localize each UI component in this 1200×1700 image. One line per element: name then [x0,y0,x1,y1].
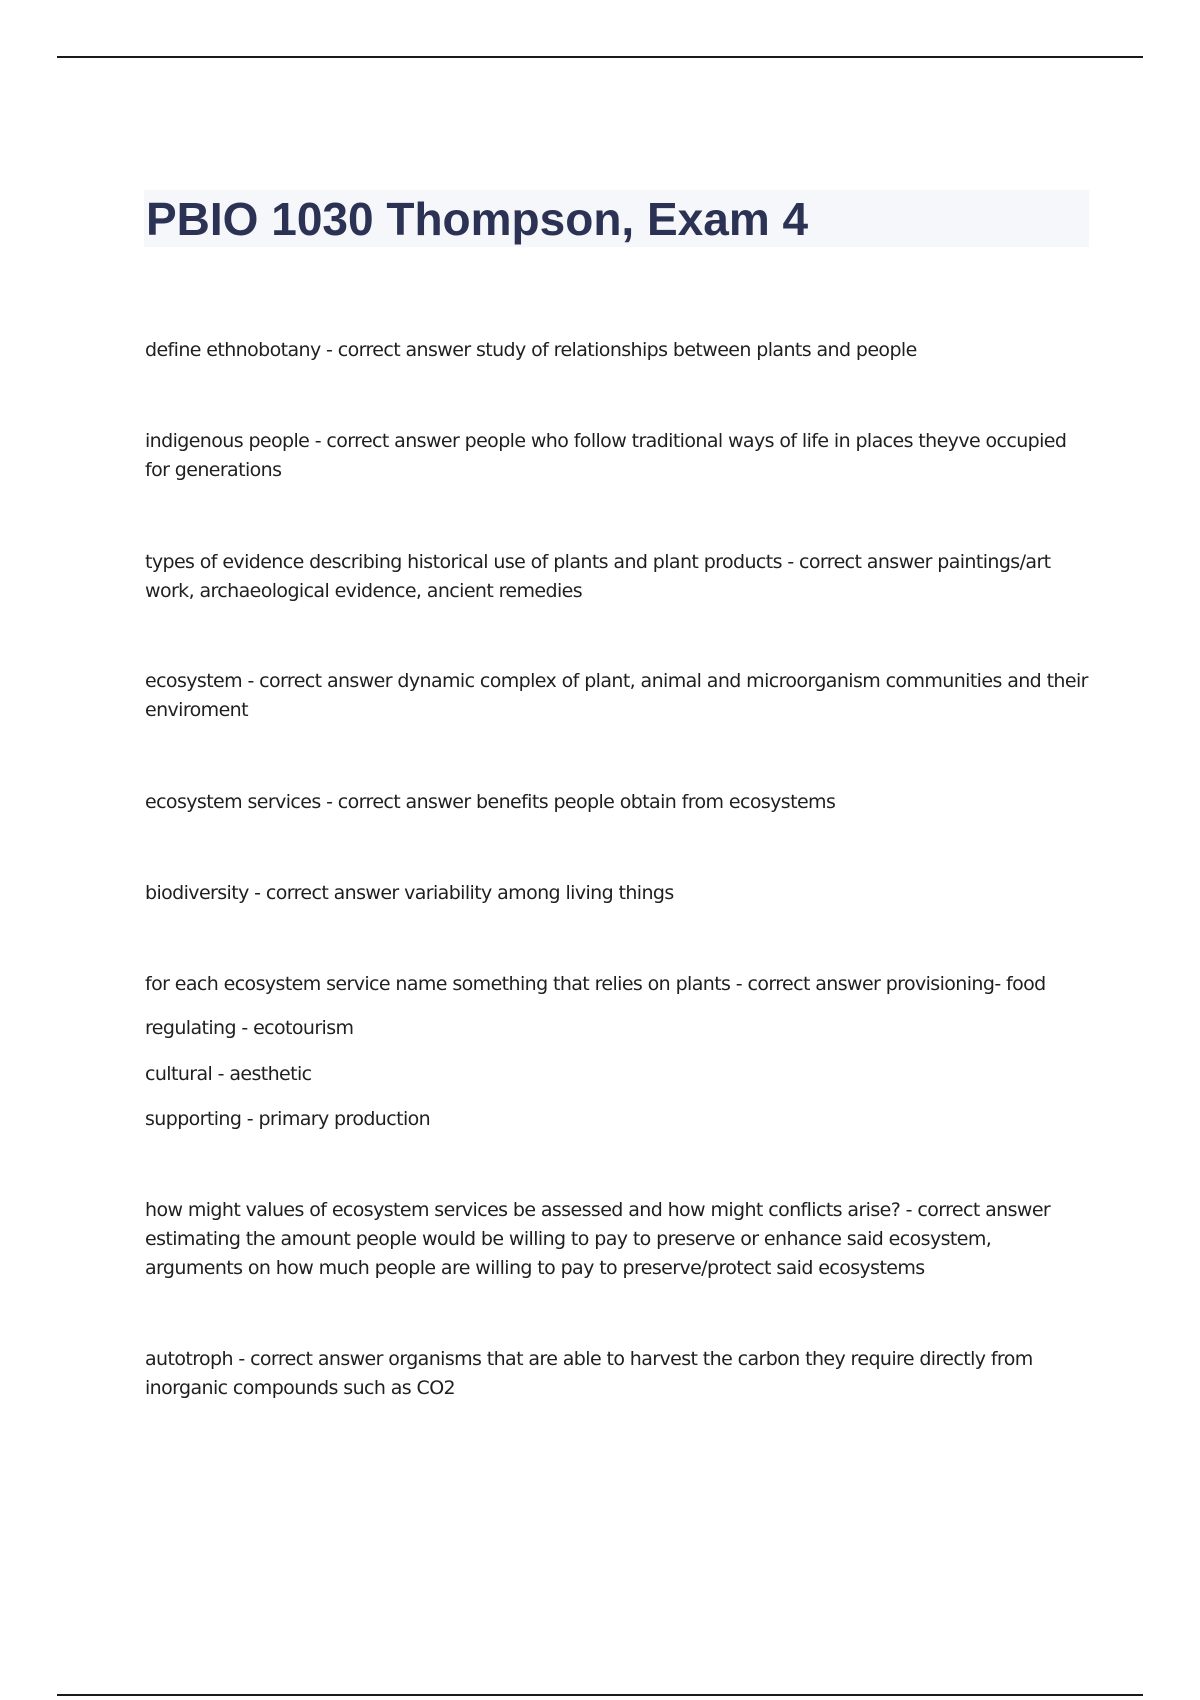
qa-line: for each ecosystem service name something that relies on plants - correct answer provisioning- food [145,973,1046,995]
qa-line: define ethnobotany - correct answer study of relationships between plants and people [145,339,917,361]
qa-entry-indigenous-people [145,427,1095,485]
qa-line: arguments on how much people are willing to pay to preserve/protect said ecosystems [145,1257,925,1279]
qa-line: biodiversity - correct answer variability among living things [145,882,674,904]
document-title: PBIO 1030 Thompson, Exam 4 [146,193,809,245]
qa-entry-autotroph [145,1345,1095,1403]
qa-line: indigenous people - correct answer people who follow traditional ways of life in places theyve occupied [145,430,1067,452]
qa-line: estimating the amount people would be willing to pay to preserve or enhance said ecosystem, [145,1228,992,1250]
qa-entry-ecosystem-services [145,788,1095,817]
qa-entry-valuing-ecosystem-services [145,1196,1095,1283]
qa-entry-cultural [145,1060,1095,1089]
qa-line: ecosystem - correct answer dynamic complex of plant, animal and microorganism communities and their [145,670,1088,692]
qa-entry-ecosystem-service-examples [145,970,1095,999]
qa-line: ecosystem services - correct answer benefits people obtain from ecosystems [145,791,836,813]
qa-line: regulating - ecotourism [145,1017,354,1039]
bottom-rule [57,1694,1143,1696]
qa-entry-ethnobotany [145,336,1095,365]
qa-line: enviroment [145,699,248,721]
qa-entry-ecosystem [145,667,1095,725]
qa-entry-biodiversity [145,879,1095,908]
qa-line: inorganic compounds such as CO2 [145,1377,456,1399]
qa-line: supporting - primary production [145,1108,431,1130]
qa-line: types of evidence describing historical use of plants and plant products - correct answer paintings/art [145,551,1051,573]
qa-entry-supporting [145,1105,1095,1134]
qa-line: cultural - aesthetic [145,1063,312,1085]
top-rule [57,56,1143,58]
qa-entry-historical-evidence [145,548,1095,606]
qa-line: for generations [145,459,282,481]
qa-line: how might values of ecosystem services be assessed and how might conflicts arise? - correct answer [145,1199,1051,1221]
qa-line: work, archaeological evidence, ancient remedies [145,580,583,602]
qa-line: autotroph - correct answer organisms that are able to harvest the carbon they require directly from [145,1348,1033,1370]
qa-entry-regulating [145,1014,1095,1043]
